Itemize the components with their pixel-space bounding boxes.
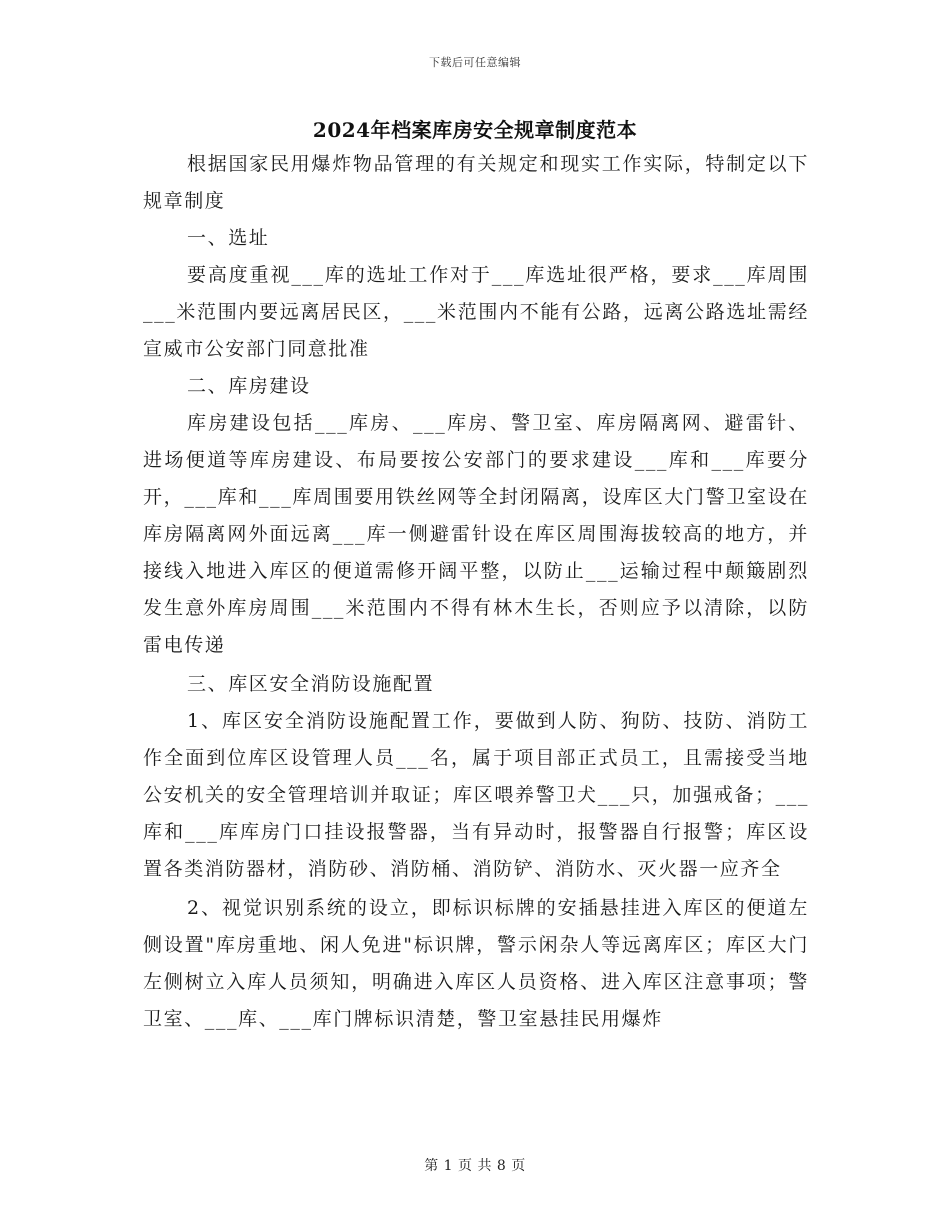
- document-body: [143, 146, 809, 1038]
- section-heading-facilities: 三、库区安全消防设施配置: [187, 673, 435, 695]
- construction-paragraph: 库房建设包括___库房、___库房、警卫室、库房隔离网、避雷针、进场便道等库房建设、布局要按公安部门的要求建设___库和___库要分开，___库和___库周围要用铁丝网等全封闭隔离，设库区大门警卫室设在库房隔离网外面远离___库一侧避雷针设在库区周围海拔较高的地方，并接线入地进入库区的便道需修开阔平整，以防止___运输过程中颠簸剧烈发生意外库房周围___米范围内不得有林木生长，否则应予以清除，以防雷电传递: [143, 412, 809, 656]
- intro-paragraph: 根据国家民用爆炸物品管理的有关规定和现实工作实际，特制定以下规章制度: [143, 153, 809, 212]
- section-heading-construction: 二、库房建设: [187, 375, 311, 397]
- facilities-paragraph-1: 1、库区安全消防设施配置工作，要做到人防、狗防、技防、消防工作全面到位库区设管理人员___名，属于项目部正式员工，且需接受当地公安机关的安全管理培训并取证；库区喂养警卫犬___只，加强戒备；___库和___库库房门口挂设报警器，当有异动时，报警器自行报警；库区设置各类消防器材，消防砂、消防桶、消防铲、消防水、灭火器一应齐全: [143, 710, 809, 880]
- section-heading-site: 一、选址: [187, 227, 270, 249]
- header-note: 下载后可任意编辑: [429, 56, 521, 69]
- page-footer: 第 1 页 共 8 页: [424, 1158, 526, 1174]
- site-paragraph: 要高度重视___库的选址工作对于___库选址很严格，要求___库周围___米范围内要远离居民区，___米范围内不能有公路，远离公路选址需经宣威市公安部门同意批准: [143, 264, 809, 360]
- document-title: 2024年档案库房安全规章制度范本: [312, 118, 638, 142]
- facilities-paragraph-2: 2、视觉识别系统的设立，即标识标牌的安插悬挂进入库区的便道左侧设置"库房重地、闲人免进"标识牌，警示闲杂人等远离库区；库区大门左侧树立入库人员须知，明确进入库区人员资格、进入库区注意事项；警卫室、___库、___库门牌标识清楚，警卫室悬挂民用爆炸: [143, 897, 809, 1030]
